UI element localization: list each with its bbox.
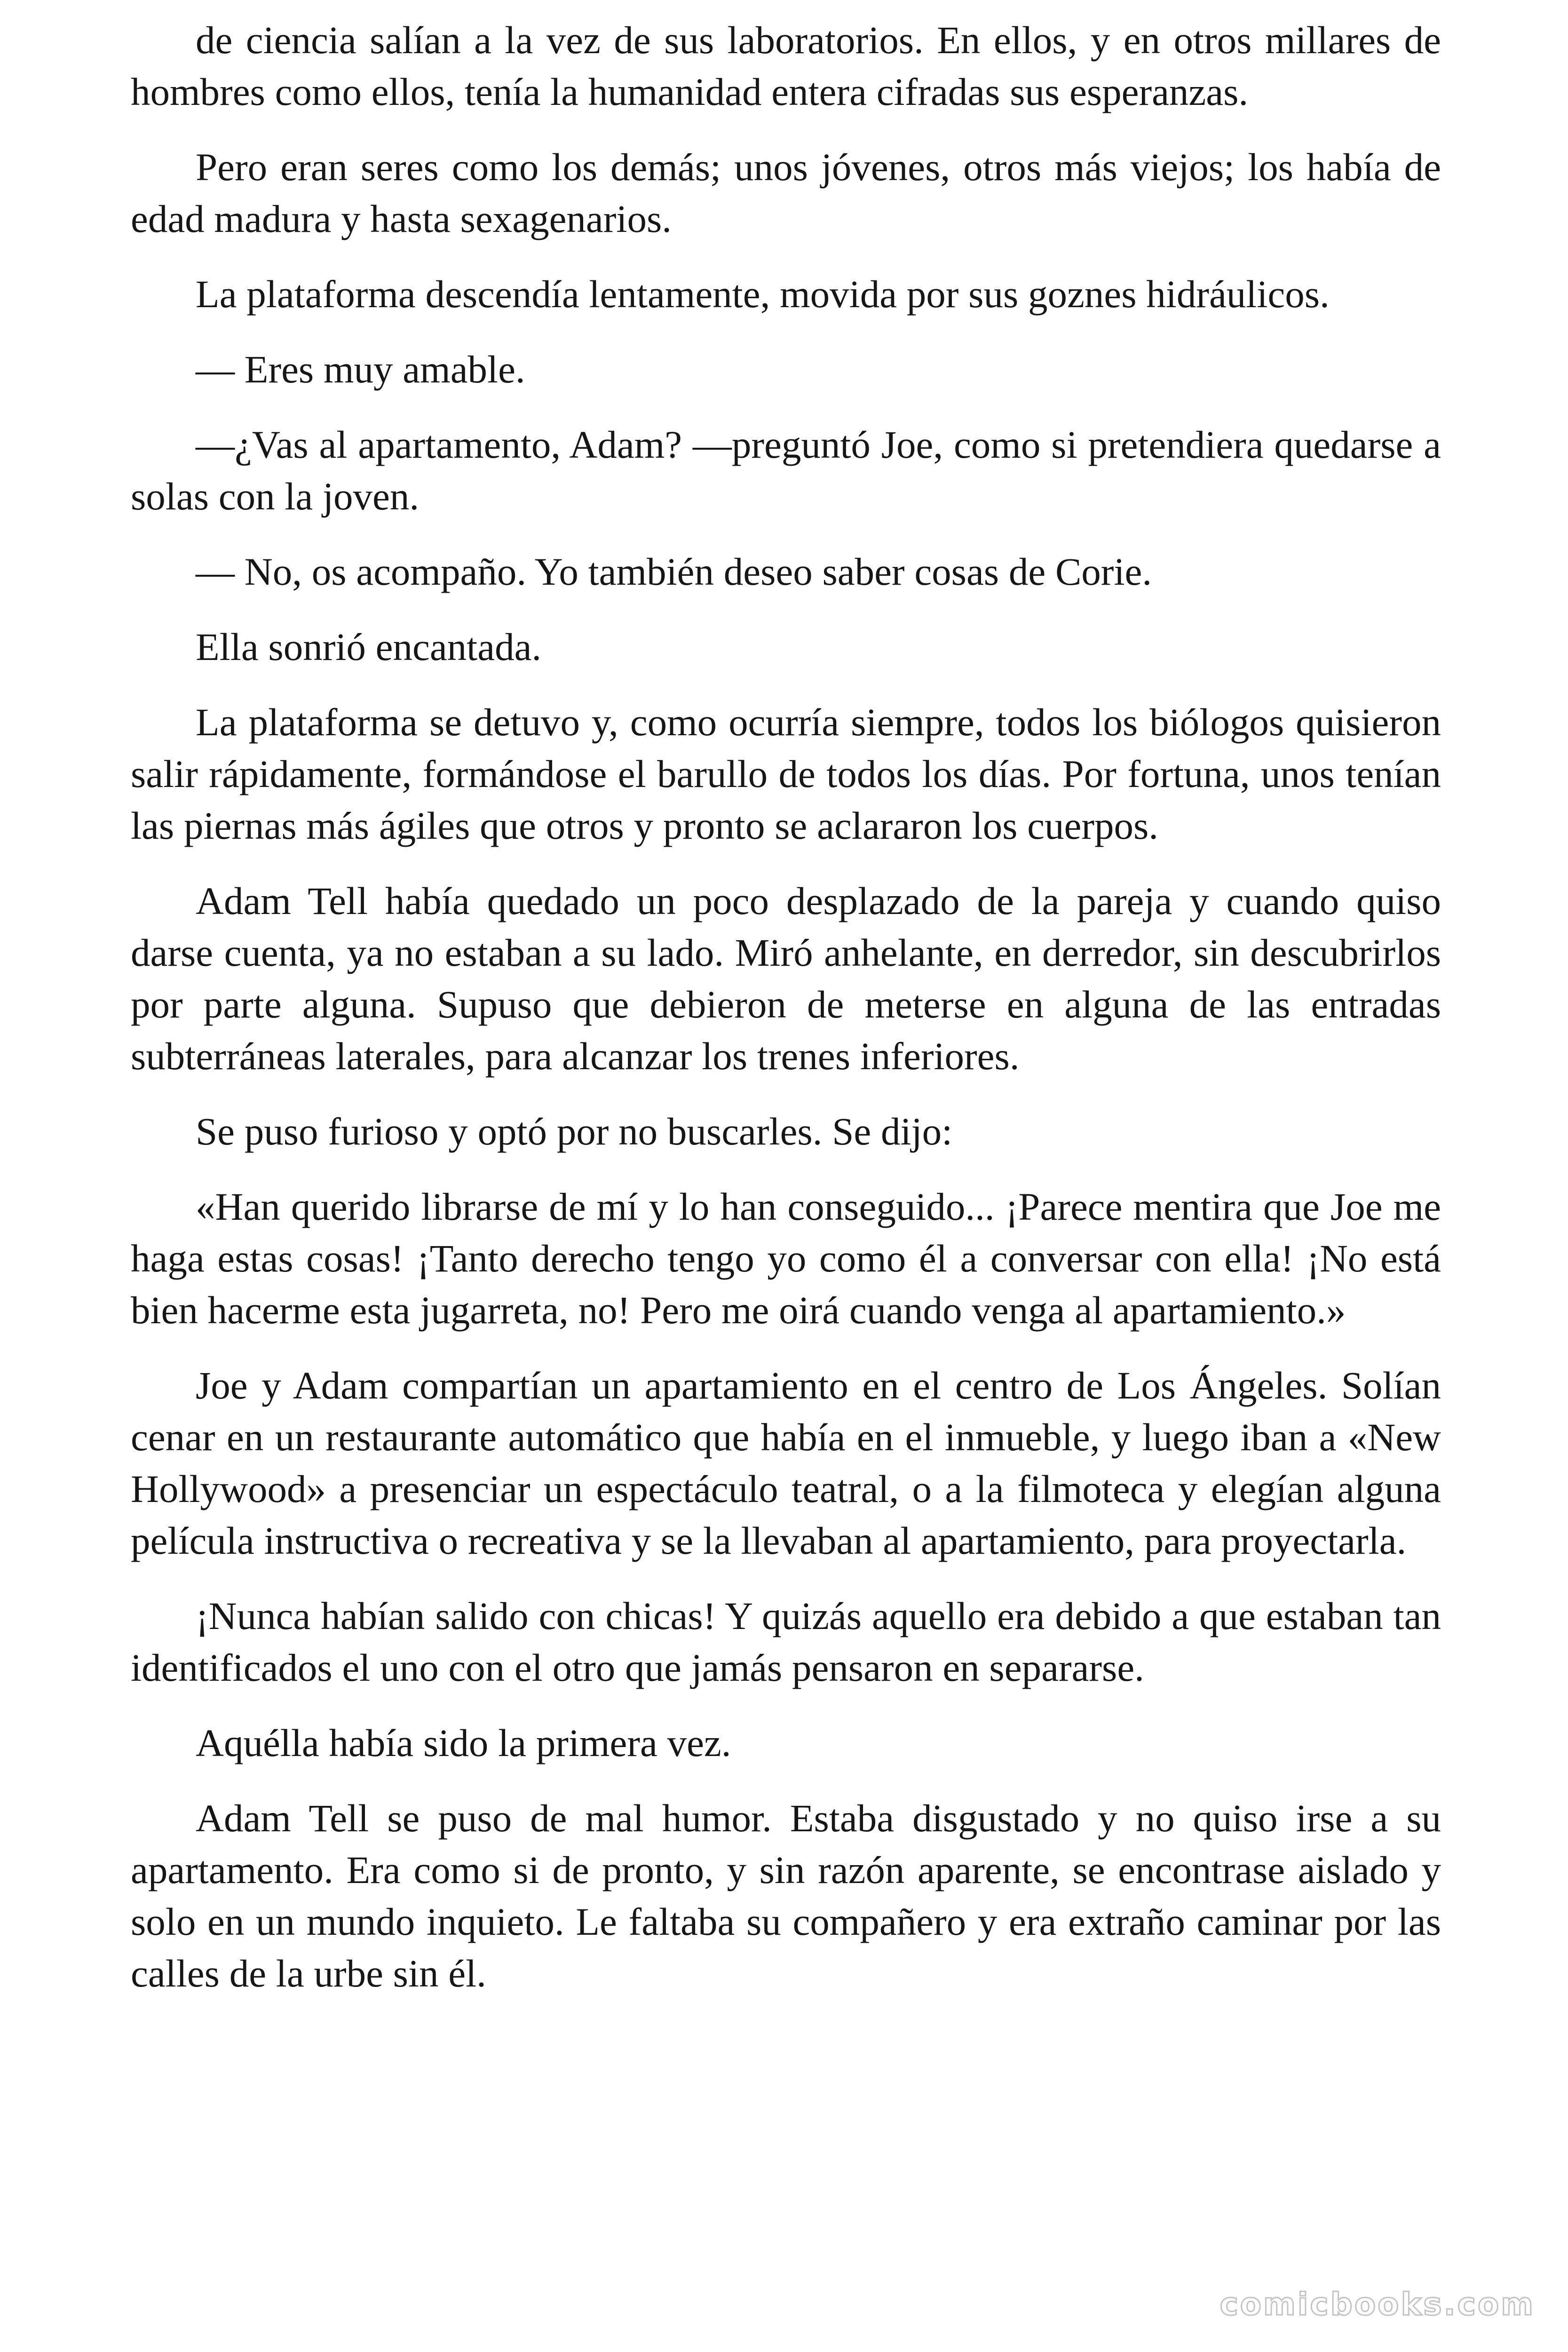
paragraph: — Eres muy amable.	[196, 348, 525, 391]
paragraph: Ella sonrió encantada.	[196, 625, 542, 668]
paragraph: —¿Vas al apartamento, Adam? —preguntó Joe, como si pretendiera quedarse a solas con la joven.	[131, 423, 1441, 518]
body-text	[131, 14, 1441, 2023]
paragraph: Adam Tell se puso de mal humor. Estaba disgustado y no quiso irse a su apartamento. Era como si de pronto, y sin razón aparente, se encontrase aislado y solo en un mundo inquieto. Le faltaba su compañero y era extraño caminar por las calles de la urbe sin él.	[131, 1796, 1441, 1995]
paragraph: Adam Tell había quedado un poco desplazado de la pareja y cuando quiso darse cuenta, ya no estaban a su lado. Miró anhelante, en derredor, sin descubrirlos por parte alguna. Supuso que debieron de meterse en alguna de las entradas subterráneas laterales, para alcanzar los trenes inferiores.	[131, 879, 1441, 1078]
paragraph: La plataforma se detuvo y, como ocurría siempre, todos los biólogos quisieron salir rápidamente, formándose el barullo de todos los días. Por fortuna, unos tenían las piernas más ágiles que otros y pronto se aclararon los cuerpos.	[131, 700, 1441, 847]
paragraph: Se puso furioso y optó por no buscarles. Se dijo:	[196, 1110, 953, 1153]
paragraph: La plataforma descendía lentamente, movida por sus goznes hidráulicos.	[196, 272, 1330, 316]
watermark: comicbooks.com	[1220, 2286, 1535, 2322]
paragraph: — No, os acompaño. Yo también deseo saber cosas de Corie.	[196, 550, 1152, 593]
paragraph: Aquélla había sido la primera vez.	[196, 1721, 731, 1764]
paragraph: de ciencia salían a la vez de sus laboratorios. En ellos, y en otros millares de hombres como ellos, tenía la humanidad entera cifradas sus esperanzas.	[131, 18, 1441, 113]
paragraph: Joe y Adam compartían un apartamiento en el centro de Los Ángeles. Solían cenar en un restaurante automático que había en el inmueble, y luego iban a «New Hollywood» a presenciar un espectáculo teatral, o a la filmoteca y elegían alguna película instructiva o recreativa y se la llevaban al apartamiento, para proyectarla.	[131, 1364, 1441, 1562]
paragraph: Pero eran seres como los demás; unos jóvenes, otros más viejos; los había de edad madura y hasta sexagenarios.	[131, 145, 1441, 240]
paragraph: ¡Nunca habían salido con chicas! Y quizás aquello era debido a que estaban tan identificados el uno con el otro que jamás pensaron en separarse.	[131, 1594, 1441, 1689]
paragraph: «Han querido librarse de mí y lo han conseguido... ¡Parece mentira que Joe me haga estas cosas! ¡Tanto derecho tengo yo como él a conversar con ella! ¡No está bien hacerme esta jugarreta, no! Pero me oirá cuando venga al apartamiento.»	[131, 1185, 1441, 1332]
